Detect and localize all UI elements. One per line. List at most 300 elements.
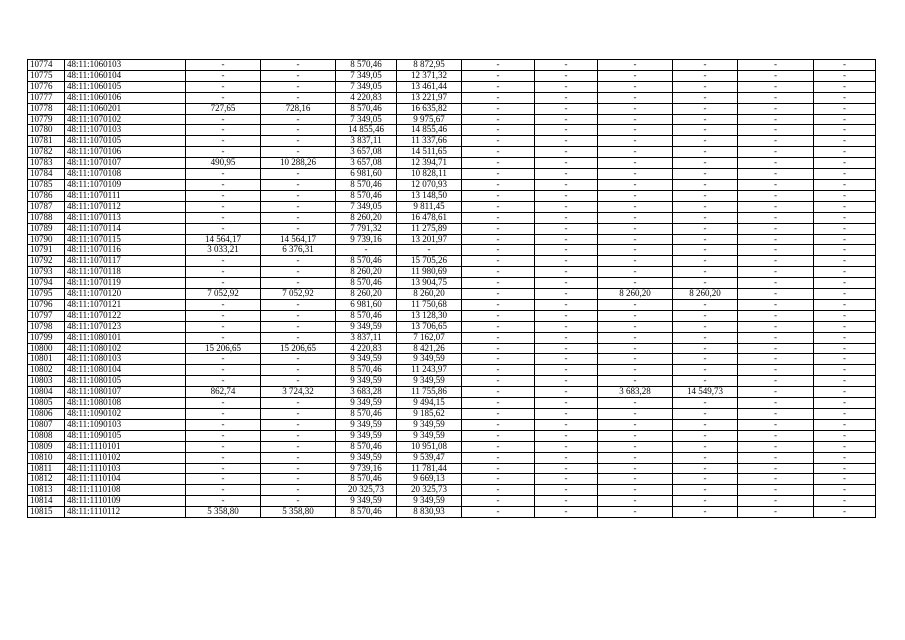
cell-value-col-4: -: [261, 212, 336, 223]
cell-value-col-12: -: [814, 223, 876, 234]
cell-value-col-4: -: [261, 147, 336, 158]
cell-value-col-5: 9 349,59: [336, 321, 397, 332]
table-row: [28, 299, 876, 310]
cell-value-col-5: 3 837,11: [336, 136, 397, 147]
cell-value-col-3: -: [186, 441, 261, 452]
cell-value-col-7: -: [462, 179, 535, 190]
data-table: [27, 59, 876, 518]
table-row: [28, 321, 876, 332]
table-row: [28, 343, 876, 354]
cell-value-col-9: -: [598, 81, 673, 92]
cell-value-col-6: 9 349,59: [397, 496, 462, 507]
cell-value-col-10: -: [673, 419, 738, 430]
cell-value-col-3: 727,65: [186, 103, 261, 114]
cell-value-col-4: -: [261, 267, 336, 278]
cell-value-col-7: -: [462, 234, 535, 245]
cell-value-col-12: -: [814, 179, 876, 190]
cell-value-col-10: -: [673, 190, 738, 201]
cell-value-col-7: -: [462, 81, 535, 92]
cell-value-col-4: -: [261, 70, 336, 81]
cell-cadastral-number: 48:11:1060201: [65, 103, 186, 114]
cell-value-col-5: -: [336, 245, 397, 256]
cell-value-col-6: 13 706,65: [397, 321, 462, 332]
table-row: [28, 179, 876, 190]
cell-cadastral-number: 48:11:1060105: [65, 81, 186, 92]
cell-row-number: 10803: [28, 376, 65, 387]
cell-value-col-5: 8 260,20: [336, 212, 397, 223]
cell-value-col-12: -: [814, 158, 876, 169]
cell-value-col-8: -: [535, 158, 598, 169]
table-row: [28, 387, 876, 398]
cell-value-col-3: -: [186, 452, 261, 463]
cell-value-col-5: 20 325,73: [336, 485, 397, 496]
cell-row-number: 10796: [28, 299, 65, 310]
cell-value-col-4: -: [261, 190, 336, 201]
cell-row-number: 10811: [28, 463, 65, 474]
cell-value-col-9: 3 683,28: [598, 387, 673, 398]
cell-row-number: 10813: [28, 485, 65, 496]
cell-value-col-7: -: [462, 169, 535, 180]
cell-value-col-7: -: [462, 289, 535, 300]
cell-value-col-7: -: [462, 92, 535, 103]
cell-cadastral-number: 48:11:1110104: [65, 474, 186, 485]
cell-value-col-7: -: [462, 409, 535, 420]
cell-value-col-11: -: [738, 70, 814, 81]
table-row: [28, 136, 876, 147]
cell-row-number: 10801: [28, 354, 65, 365]
cell-value-col-3: -: [186, 81, 261, 92]
cell-value-col-10: -: [673, 398, 738, 409]
cell-value-col-5: 7 349,05: [336, 201, 397, 212]
cell-row-number: 10786: [28, 190, 65, 201]
cell-value-col-5: 3 683,28: [336, 387, 397, 398]
table-row: [28, 245, 876, 256]
cell-value-col-11: -: [738, 147, 814, 158]
cell-value-col-9: -: [598, 158, 673, 169]
cell-value-col-4: -: [261, 365, 336, 376]
cell-value-col-4: 5 358,80: [261, 507, 336, 518]
cell-value-col-11: -: [738, 507, 814, 518]
cell-value-col-11: -: [738, 81, 814, 92]
cell-value-col-8: -: [535, 354, 598, 365]
table-row: [28, 212, 876, 223]
cell-value-col-6: 14 511,65: [397, 147, 462, 158]
cell-value-col-9: -: [598, 474, 673, 485]
cell-value-col-3: -: [186, 125, 261, 136]
cell-value-col-11: -: [738, 343, 814, 354]
cell-value-col-8: -: [535, 136, 598, 147]
cell-value-col-3: -: [186, 223, 261, 234]
cell-cadastral-number: 48:11:1070115: [65, 234, 186, 245]
cell-value-col-4: -: [261, 463, 336, 474]
cell-value-col-8: -: [535, 343, 598, 354]
cell-value-col-12: -: [814, 365, 876, 376]
cell-value-col-8: -: [535, 496, 598, 507]
table-row: [28, 223, 876, 234]
cell-value-col-5: 9 349,59: [336, 398, 397, 409]
cell-value-col-11: -: [738, 354, 814, 365]
cell-value-col-12: -: [814, 474, 876, 485]
cell-value-col-3: 15 206,65: [186, 343, 261, 354]
cell-value-col-11: -: [738, 310, 814, 321]
cell-cadastral-number: 48:11:1070113: [65, 212, 186, 223]
cell-value-col-9: -: [598, 441, 673, 452]
cell-value-col-12: -: [814, 190, 876, 201]
cell-row-number: 10800: [28, 343, 65, 354]
cell-value-col-4: 728,16: [261, 103, 336, 114]
cell-value-col-5: 6 981,60: [336, 299, 397, 310]
cell-cadastral-number: 48:11:1090103: [65, 419, 186, 430]
cell-value-col-6: 16 635,82: [397, 103, 462, 114]
cell-value-col-4: -: [261, 60, 336, 71]
cell-value-col-8: -: [535, 485, 598, 496]
cell-value-col-3: -: [186, 496, 261, 507]
cell-value-col-9: -: [598, 136, 673, 147]
cell-cadastral-number: 48:11:1110101: [65, 441, 186, 452]
cell-value-col-4: -: [261, 223, 336, 234]
cell-value-col-11: -: [738, 245, 814, 256]
cell-value-col-4: -: [261, 354, 336, 365]
cell-value-col-4: -: [261, 169, 336, 180]
cell-value-col-6: 13 201,97: [397, 234, 462, 245]
cell-value-col-9: -: [598, 223, 673, 234]
cell-value-col-3: 862,74: [186, 387, 261, 398]
cell-value-col-9: -: [598, 212, 673, 223]
cell-value-col-6: 12 394,71: [397, 158, 462, 169]
cell-row-number: 10776: [28, 81, 65, 92]
cell-value-col-8: -: [535, 332, 598, 343]
cell-value-col-11: -: [738, 485, 814, 496]
cell-value-col-11: -: [738, 278, 814, 289]
cell-row-number: 10810: [28, 452, 65, 463]
cell-value-col-7: -: [462, 267, 535, 278]
cell-value-col-5: 9 349,59: [336, 452, 397, 463]
cell-value-col-6: -: [397, 245, 462, 256]
cell-value-col-5: 8 570,46: [336, 474, 397, 485]
cell-value-col-11: -: [738, 60, 814, 71]
cell-value-col-3: -: [186, 463, 261, 474]
cell-value-col-6: 9 669,13: [397, 474, 462, 485]
cell-value-col-11: -: [738, 179, 814, 190]
cell-row-number: 10799: [28, 332, 65, 343]
cell-value-col-10: -: [673, 201, 738, 212]
cell-value-col-10: -: [673, 158, 738, 169]
cell-value-col-9: -: [598, 114, 673, 125]
cell-value-col-5: 8 570,46: [336, 409, 397, 420]
cell-value-col-10: -: [673, 343, 738, 354]
cell-value-col-10: 8 260,20: [673, 289, 738, 300]
cell-value-col-11: -: [738, 452, 814, 463]
table-row: [28, 496, 876, 507]
cell-value-col-3: -: [186, 136, 261, 147]
cell-value-col-6: 14 855,46: [397, 125, 462, 136]
cell-value-col-6: 11 755,86: [397, 387, 462, 398]
cell-cadastral-number: 48:11:1110109: [65, 496, 186, 507]
cell-value-col-3: -: [186, 332, 261, 343]
cell-value-col-3: -: [186, 179, 261, 190]
cell-value-col-5: 4 220,83: [336, 343, 397, 354]
cell-row-number: 10805: [28, 398, 65, 409]
table-row: [28, 60, 876, 71]
cell-value-col-11: -: [738, 299, 814, 310]
cell-cadastral-number: 48:11:1070122: [65, 310, 186, 321]
cell-value-col-3: -: [186, 365, 261, 376]
cell-value-col-12: -: [814, 278, 876, 289]
cell-value-col-9: 8 260,20: [598, 289, 673, 300]
cell-value-col-7: -: [462, 507, 535, 518]
cell-value-col-7: -: [462, 103, 535, 114]
cell-value-col-10: -: [673, 212, 738, 223]
cell-value-col-6: 13 221,97: [397, 92, 462, 103]
table-row: [28, 190, 876, 201]
cell-value-col-9: -: [598, 103, 673, 114]
cell-value-col-11: -: [738, 234, 814, 245]
cell-value-col-12: -: [814, 92, 876, 103]
cell-row-number: 10791: [28, 245, 65, 256]
table-row: [28, 441, 876, 452]
cell-row-number: 10815: [28, 507, 65, 518]
cell-value-col-8: -: [535, 245, 598, 256]
cell-value-col-7: -: [462, 114, 535, 125]
cell-value-col-9: -: [598, 245, 673, 256]
cell-row-number: 10809: [28, 441, 65, 452]
cell-value-col-12: -: [814, 419, 876, 430]
cell-cadastral-number: 48:11:1070114: [65, 223, 186, 234]
cell-value-col-6: 20 325,73: [397, 485, 462, 496]
cell-row-number: 10814: [28, 496, 65, 507]
cell-value-col-7: -: [462, 278, 535, 289]
cell-value-col-8: -: [535, 452, 598, 463]
table-row: [28, 278, 876, 289]
cell-value-col-8: -: [535, 310, 598, 321]
table-row: [28, 332, 876, 343]
cell-value-col-7: -: [462, 430, 535, 441]
cell-value-col-5: 8 570,46: [336, 256, 397, 267]
cell-value-col-12: -: [814, 81, 876, 92]
cell-cadastral-number: 48:11:1070103: [65, 125, 186, 136]
cell-value-col-12: -: [814, 103, 876, 114]
cell-value-col-5: 4 220,83: [336, 92, 397, 103]
cell-value-col-7: -: [462, 398, 535, 409]
cell-row-number: 10784: [28, 169, 65, 180]
cell-value-col-6: 11 337,66: [397, 136, 462, 147]
cell-value-col-8: -: [535, 321, 598, 332]
cell-value-col-3: -: [186, 70, 261, 81]
cell-value-col-12: -: [814, 169, 876, 180]
cell-value-col-3: -: [186, 376, 261, 387]
cell-value-col-12: -: [814, 321, 876, 332]
cell-value-col-8: -: [535, 103, 598, 114]
cell-value-col-5: 7 791,32: [336, 223, 397, 234]
cell-value-col-5: 9 739,16: [336, 463, 397, 474]
cell-value-col-6: 13 128,30: [397, 310, 462, 321]
cell-value-col-7: -: [462, 387, 535, 398]
cell-row-number: 10806: [28, 409, 65, 420]
cell-value-col-12: -: [814, 125, 876, 136]
cell-value-col-6: 9 349,59: [397, 354, 462, 365]
cell-value-col-6: 8 421,26: [397, 343, 462, 354]
cell-value-col-12: -: [814, 234, 876, 245]
cell-value-col-12: -: [814, 212, 876, 223]
cell-value-col-5: 3 657,08: [336, 158, 397, 169]
cell-cadastral-number: 48:11:1110103: [65, 463, 186, 474]
cell-value-col-11: -: [738, 103, 814, 114]
cell-value-col-8: -: [535, 398, 598, 409]
cell-value-col-5: 9 739,16: [336, 234, 397, 245]
cell-value-col-7: -: [462, 332, 535, 343]
cell-value-col-6: 11 750,68: [397, 299, 462, 310]
table-row: [28, 485, 876, 496]
cell-value-col-5: 3 657,08: [336, 147, 397, 158]
cell-value-col-3: 3 033,21: [186, 245, 261, 256]
cell-value-col-8: -: [535, 190, 598, 201]
cell-row-number: 10797: [28, 310, 65, 321]
cell-value-col-6: 9 185,62: [397, 409, 462, 420]
cell-value-col-4: -: [261, 430, 336, 441]
cell-value-col-10: -: [673, 267, 738, 278]
cell-row-number: 10802: [28, 365, 65, 376]
cell-row-number: 10808: [28, 430, 65, 441]
cell-value-col-10: -: [673, 507, 738, 518]
cell-value-col-5: 8 570,46: [336, 365, 397, 376]
cell-value-col-5: 8 260,20: [336, 289, 397, 300]
cell-value-col-9: -: [598, 463, 673, 474]
cell-row-number: 10789: [28, 223, 65, 234]
cell-value-col-9: -: [598, 365, 673, 376]
cell-row-number: 10780: [28, 125, 65, 136]
cell-value-col-9: -: [598, 507, 673, 518]
cell-value-col-4: -: [261, 136, 336, 147]
cell-value-col-7: -: [462, 70, 535, 81]
cell-value-col-10: -: [673, 60, 738, 71]
cell-cadastral-number: 48:11:1080102: [65, 343, 186, 354]
cell-value-col-10: -: [673, 223, 738, 234]
table-row: [28, 376, 876, 387]
cell-value-col-4: -: [261, 125, 336, 136]
cell-value-col-12: -: [814, 485, 876, 496]
cell-value-col-3: -: [186, 212, 261, 223]
cell-value-col-4: -: [261, 179, 336, 190]
cell-value-col-9: -: [598, 169, 673, 180]
cell-value-col-12: -: [814, 398, 876, 409]
cell-value-col-9: -: [598, 354, 673, 365]
cell-value-col-9: -: [598, 234, 673, 245]
cell-cadastral-number: 48:11:1070108: [65, 169, 186, 180]
cell-value-col-12: -: [814, 147, 876, 158]
cell-value-col-8: -: [535, 463, 598, 474]
cell-value-col-8: -: [535, 81, 598, 92]
table-row: [28, 147, 876, 158]
cell-value-col-12: -: [814, 70, 876, 81]
cell-value-col-6: 13 904,75: [397, 278, 462, 289]
cell-value-col-11: -: [738, 321, 814, 332]
cell-value-col-11: -: [738, 365, 814, 376]
cell-value-col-9: -: [598, 376, 673, 387]
cell-value-col-4: -: [261, 256, 336, 267]
cell-value-col-7: -: [462, 474, 535, 485]
cell-value-col-7: -: [462, 419, 535, 430]
cell-value-col-4: 3 724,32: [261, 387, 336, 398]
cell-value-col-11: -: [738, 256, 814, 267]
cell-row-number: 10804: [28, 387, 65, 398]
cell-value-col-9: -: [598, 256, 673, 267]
cell-value-col-9: -: [598, 419, 673, 430]
cell-value-col-7: -: [462, 310, 535, 321]
cell-value-col-8: -: [535, 387, 598, 398]
cell-value-col-9: -: [598, 147, 673, 158]
table-row: [28, 452, 876, 463]
cell-value-col-5: 14 855,46: [336, 125, 397, 136]
cell-value-col-3: -: [186, 419, 261, 430]
cell-cadastral-number: 48:11:1110112: [65, 507, 186, 518]
cell-value-col-5: 9 349,59: [336, 496, 397, 507]
table-row: [28, 234, 876, 245]
cell-value-col-8: -: [535, 474, 598, 485]
cell-cadastral-number: 48:11:1070109: [65, 179, 186, 190]
cell-value-col-7: -: [462, 158, 535, 169]
cell-cadastral-number: 48:11:1070112: [65, 201, 186, 212]
cell-value-col-5: 7 349,05: [336, 114, 397, 125]
cell-value-col-6: 12 371,32: [397, 70, 462, 81]
cell-value-col-9: -: [598, 409, 673, 420]
cell-value-col-10: -: [673, 179, 738, 190]
cell-value-col-11: -: [738, 409, 814, 420]
cell-cadastral-number: 48:11:1060104: [65, 70, 186, 81]
cell-value-col-6: 8 872,95: [397, 60, 462, 71]
cell-value-col-4: -: [261, 474, 336, 485]
cell-value-col-11: -: [738, 419, 814, 430]
cell-cadastral-number: 48:11:1060106: [65, 92, 186, 103]
cell-value-col-4: 10 288,26: [261, 158, 336, 169]
cell-value-col-5: 8 570,46: [336, 441, 397, 452]
cell-value-col-12: -: [814, 201, 876, 212]
table-row: [28, 310, 876, 321]
table-row: [28, 289, 876, 300]
cell-value-col-9: -: [598, 485, 673, 496]
cell-value-col-12: -: [814, 496, 876, 507]
cell-row-number: 10795: [28, 289, 65, 300]
cell-row-number: 10812: [28, 474, 65, 485]
cell-cadastral-number: 48:11:1080103: [65, 354, 186, 365]
cell-value-col-10: -: [673, 114, 738, 125]
cell-value-col-5: 8 570,46: [336, 310, 397, 321]
cell-row-number: 10779: [28, 114, 65, 125]
cell-value-col-4: -: [261, 299, 336, 310]
cell-value-col-3: -: [186, 485, 261, 496]
cell-value-col-8: -: [535, 169, 598, 180]
cell-value-col-4: -: [261, 81, 336, 92]
cell-value-col-6: 10 951,08: [397, 441, 462, 452]
cell-value-col-5: 7 349,05: [336, 70, 397, 81]
cell-value-col-10: -: [673, 70, 738, 81]
cell-value-col-12: -: [814, 289, 876, 300]
cell-value-col-6: 12 070,93: [397, 179, 462, 190]
cell-value-col-9: -: [598, 310, 673, 321]
cell-row-number: 10775: [28, 70, 65, 81]
cell-value-col-6: 9 811,45: [397, 201, 462, 212]
cell-value-col-5: 7 349,05: [336, 81, 397, 92]
cell-value-col-7: -: [462, 441, 535, 452]
cell-value-col-4: -: [261, 310, 336, 321]
cell-value-col-6: 13 461,44: [397, 81, 462, 92]
cell-cadastral-number: 48:11:1070123: [65, 321, 186, 332]
cell-row-number: 10774: [28, 60, 65, 71]
cell-value-col-9: -: [598, 179, 673, 190]
cell-row-number: 10777: [28, 92, 65, 103]
cell-value-col-3: 7 052,92: [186, 289, 261, 300]
cell-value-col-9: -: [598, 343, 673, 354]
cell-value-col-4: -: [261, 496, 336, 507]
